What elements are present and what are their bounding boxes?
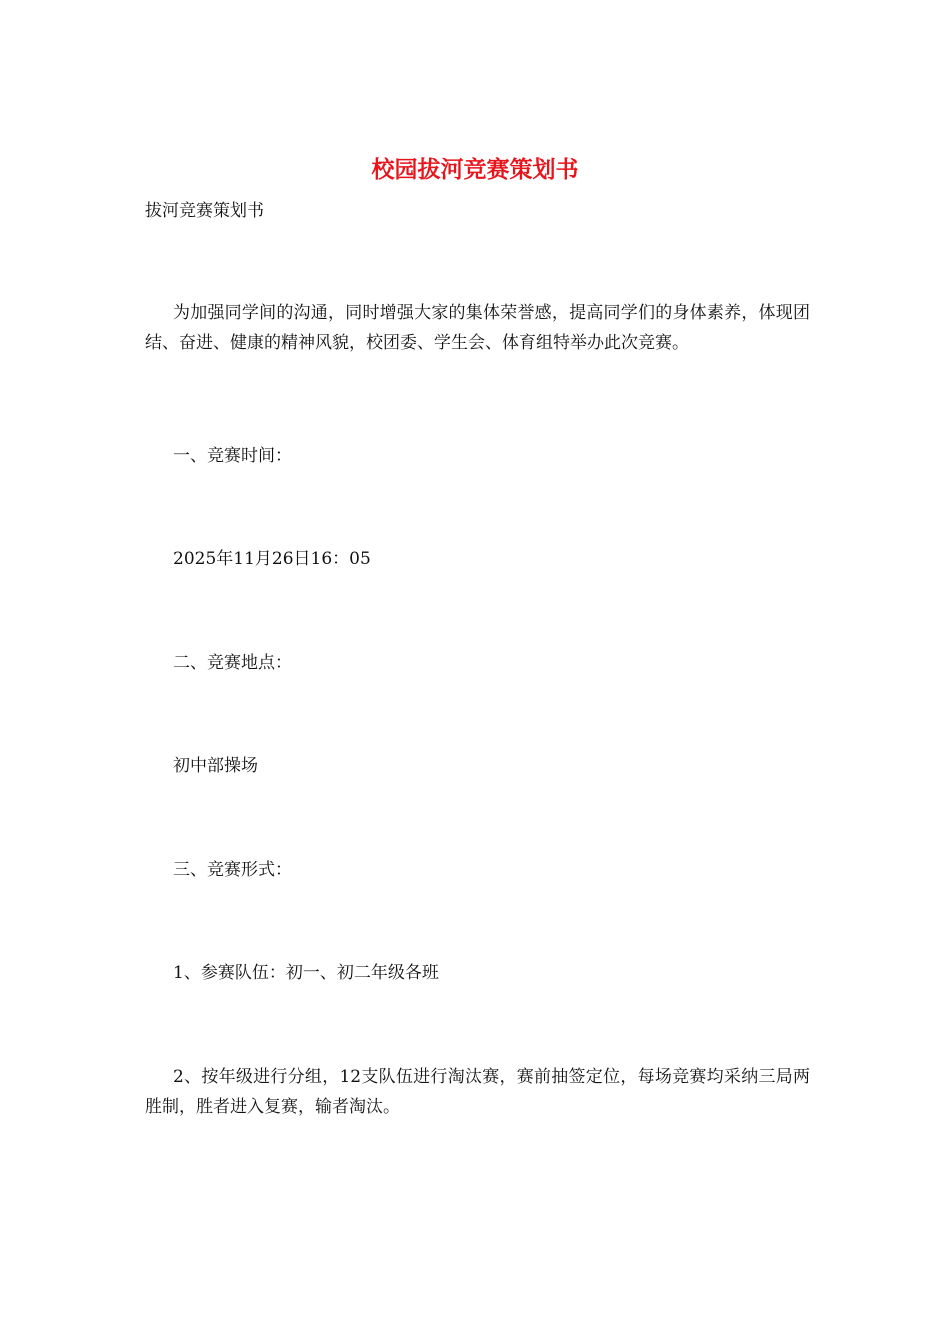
section-1-heading: 一、竞赛时间： [173,446,292,466]
section-2-content: 初中部操场 [173,756,258,776]
section-2-heading: 二、竞赛地点： [173,653,292,673]
section-3-item-2: 2、按年级进行分组，12支队伍进行淘汰赛，赛前抽签定位，每场竞赛均采纳三局两胜制，胜者进入复赛，输者淘汰。 [145,1067,810,1117]
section-3-item-1: 1、参赛队伍：初一、初二年级各班 [173,963,439,983]
section-1-content: 2025年11月26日16：05 [173,549,371,569]
section-3-heading: 三、竞赛形式： [173,860,292,880]
document-title: 校园拔河竞赛策划书 [371,156,579,183]
intro-paragraph: 为加强同学间的沟通，同时增强大家的集体荣誉感，提高同学们的身体素养，体现团结、奋进、健康的精神风貌，校团委、学生会、体育组特举办此次竞赛。 [145,303,810,353]
document-subtitle: 拔河竞赛策划书 [145,201,264,221]
